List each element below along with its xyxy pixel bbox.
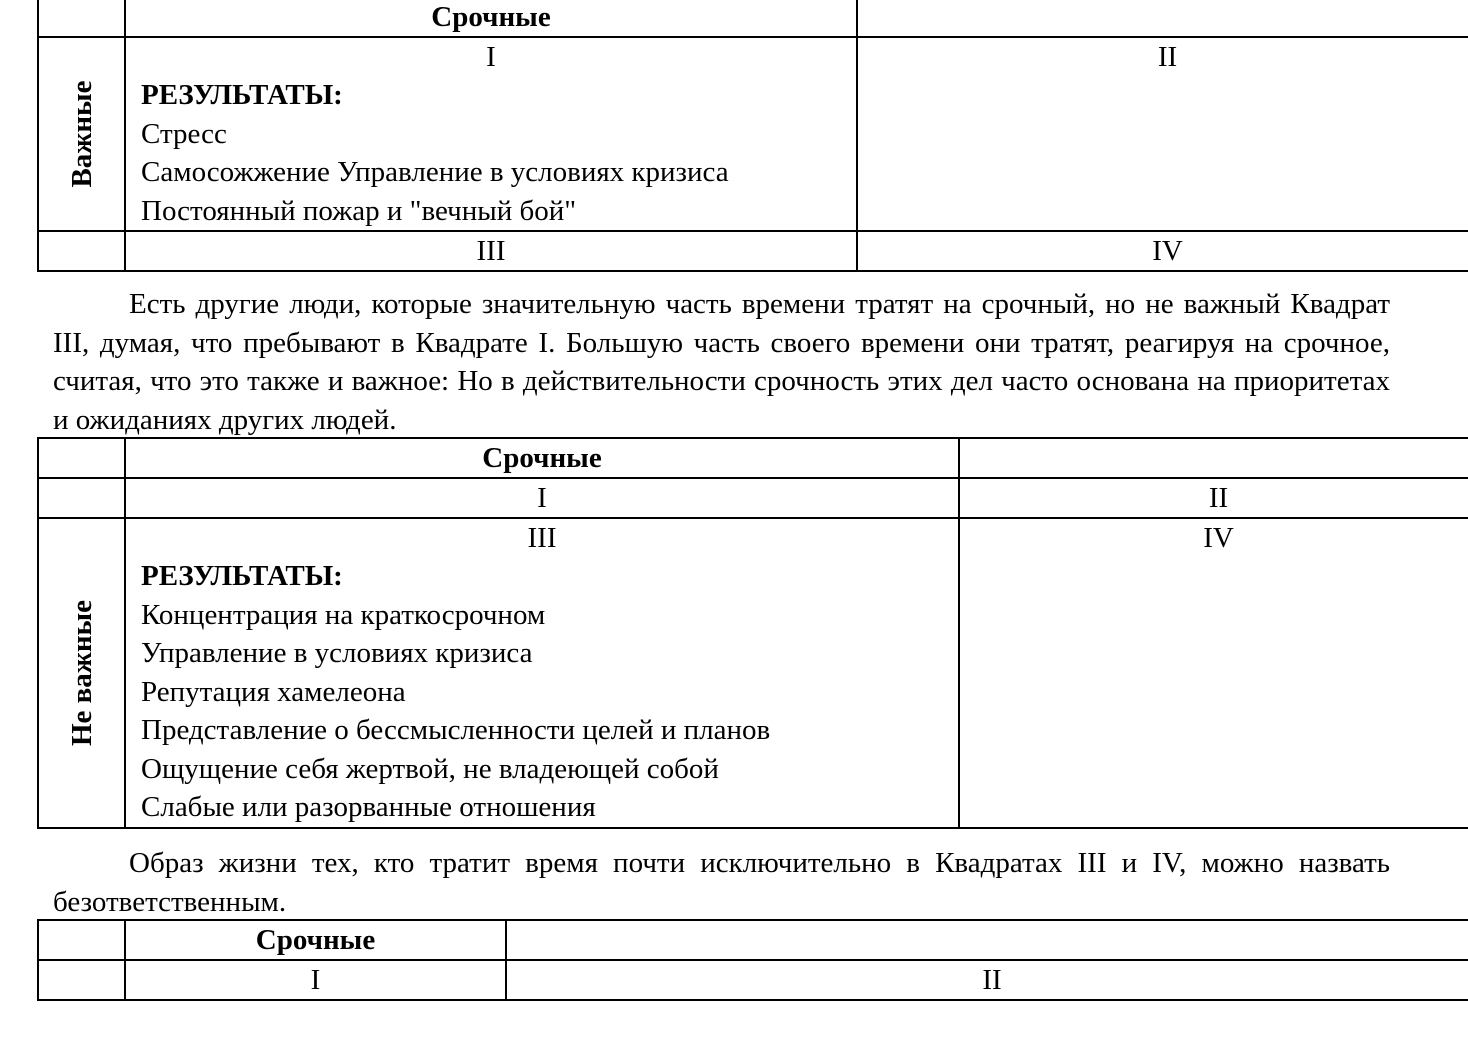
not-urgent-header [506,920,1468,960]
matrix-table-not-important [37,437,1468,829]
matrix-table-important [37,0,1468,272]
important-row-label-cell [38,37,125,231]
quadrant-1-cell: I [125,478,959,518]
quadrant-3-item: Представление о бессмысленности целей и планов [141,714,771,746]
not-urgent-header [857,0,1468,37]
corner-cell [38,438,125,478]
quadrant-3-item: Слабые или разорванные отношения [141,791,596,823]
quadrant-3-numeral: III [527,522,557,554]
quadrant-3-item: Управление в условиях кризиса [141,637,533,669]
not-important-row-label-cell [38,518,125,828]
urgent-header: Срочные [125,920,506,960]
quadrant-2-cell: II [959,478,1468,518]
row-label-cell [38,960,125,1000]
quadrant-3-item: Концентрация на краткосрочном [141,598,546,631]
quadrant-3-content [126,557,958,827]
quadrant-4-cell: IV [857,231,1468,271]
quadrant-1-results-heading: РЕЗУЛЬТАТЫ: [141,79,343,111]
quadrant-4-cell [959,518,1468,828]
quadrant-4-numeral: IV [1203,522,1234,554]
quadrant-3-cell: III [125,231,857,271]
urgent-header: Срочные [125,0,857,37]
body-paragraph-1: Есть другие люди, которые значительную часть времени тратят на срочный, но не важный Квадрат III, думая, что пребывают в Квадрате I. Большую часть своего времени они тратят, реагируя на срочное, считая, что это также и важное: Но в действительности срочность этих дел часто основана на приоритетах и ожиданиях других людей. [53,288,1390,436]
matrix-table-partial [37,919,1468,1001]
quadrant-1-item: Самосожжение Управление в условиях кризиса [141,156,729,188]
corner-cell [38,920,125,960]
quadrant-2-numeral: II [1157,41,1178,73]
quadrant-1-numeral: I [486,41,496,73]
quadrant-3-item: Репутация хамелеона [141,675,406,708]
not-important-row-label: Не важные [65,599,98,746]
not-urgent-header [959,438,1468,478]
quadrant-3-cell [125,518,959,828]
corner-cell [38,0,125,37]
body-paragraph-2: Образ жизни тех, кто тратит время почти исключительно в Квадратах III и IV, можно назвать безответственным. [53,847,1390,918]
quadrant-1-cell [125,37,857,231]
quadrant-3-item: Ощущение себя жертвой, не владеющей собой [141,752,719,785]
important-row-label: Важные [65,80,98,188]
quadrant-2-cell [857,37,1468,231]
quadrant-1-item: Постоянный пожар и "вечный бой" [141,194,577,227]
row-label-cell [38,231,125,271]
quadrant-1-item: Стресс [141,117,227,150]
row-label-cell [38,478,125,518]
urgent-header: Срочные [125,438,959,478]
quadrant-1-cell: I [125,960,506,1000]
quadrant-3-results-heading: РЕЗУЛЬТАТЫ: [141,560,343,592]
quadrant-1-content [126,76,856,230]
quadrant-2-cell: II [506,960,1468,1000]
